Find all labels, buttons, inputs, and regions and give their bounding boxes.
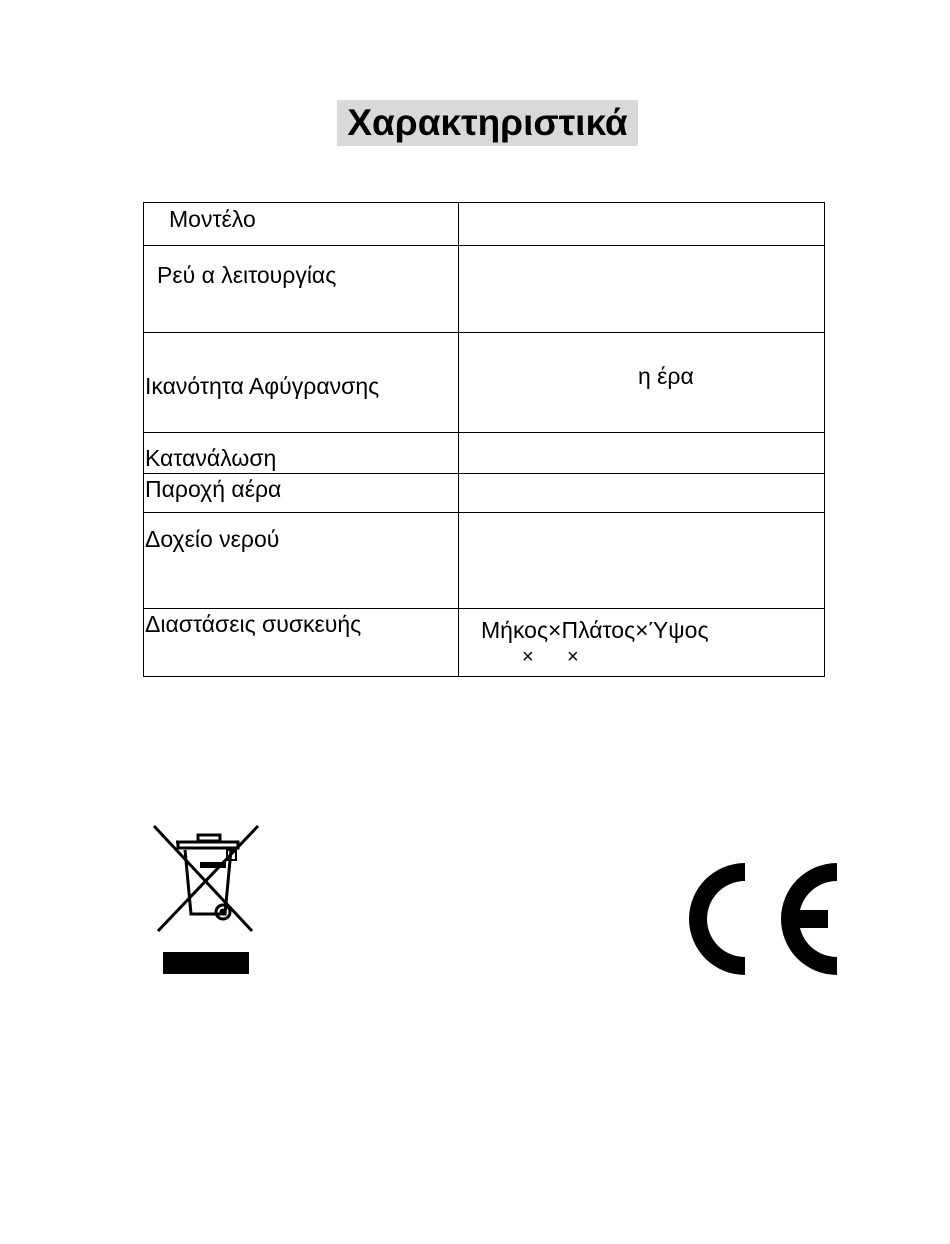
spec-value-dimensions: Μήκος×Πλάτος×Ύψος: [481, 617, 709, 643]
spec-label-power-consumption: Κατανάλωση: [145, 445, 277, 471]
table-cell-value: [459, 513, 825, 609]
table-cell-label: [144, 513, 459, 609]
table-cell-label: [144, 433, 459, 474]
table-cell-value: [459, 433, 825, 474]
table-row: [144, 333, 825, 433]
spec-label-dimensions: Διαστάσεις συσκευής: [145, 611, 362, 637]
table-row: [144, 203, 825, 246]
spec-label-dehumidifying-capacity: Ικανότητα Αφύγρανσης: [145, 373, 380, 399]
spec-label-air-flow: Παροχή αέρα: [145, 476, 282, 502]
spec-value-dimensions-line2: × ×: [522, 646, 579, 668]
spec-label-water-tank: Δοχείο νερού: [145, 526, 280, 552]
table-cell-value: [459, 474, 825, 513]
table-row: [144, 513, 825, 609]
spec-value-dehumidifying-capacity: η έρα: [638, 363, 694, 389]
table-cell-label: [144, 203, 459, 246]
table-row: [144, 246, 825, 333]
spec-label-power-supply: Ρεύ α λειτουργίας: [157, 262, 337, 288]
page-title: Χαρακτηριστικά: [337, 100, 638, 146]
table-cell-label: [144, 609, 459, 677]
table-row: [144, 474, 825, 513]
table-cell-label: [144, 474, 459, 513]
table-row: [144, 609, 825, 677]
table-cell-label: [144, 246, 459, 333]
table-cell-value: [459, 203, 825, 246]
table-cell-value: [459, 333, 825, 433]
spec-label-model: Μοντέλο: [169, 206, 256, 232]
crossed-out-wheelie-bin-icon: [152, 824, 260, 976]
ce-mark-icon: [688, 862, 838, 976]
table-cell-value: [459, 609, 825, 677]
table-row: [144, 433, 825, 474]
table-cell-label: [144, 333, 459, 433]
specifications-table: [143, 202, 825, 677]
table-cell-value: [459, 246, 825, 333]
